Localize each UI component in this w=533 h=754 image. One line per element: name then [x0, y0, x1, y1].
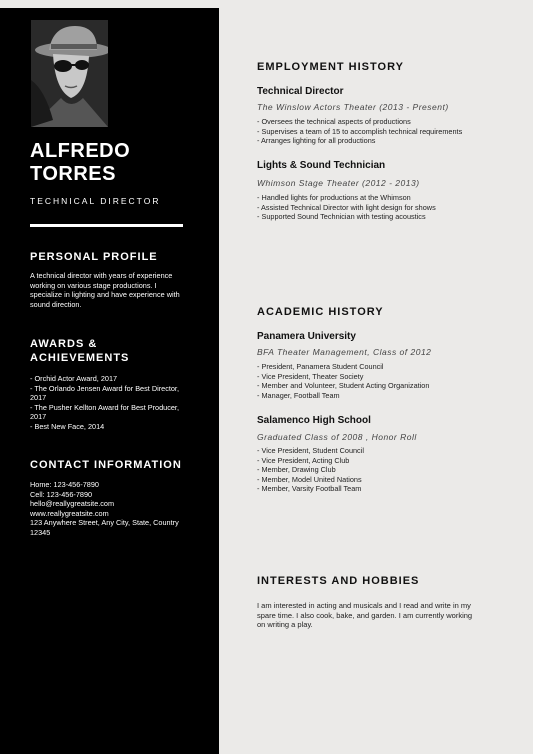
job-bullet: - Supervises a team of 15 to accomplish technical requirements	[257, 126, 463, 136]
contact-website: www.reallygreatsite.com	[30, 508, 109, 518]
job-title-1: Technical Director	[257, 86, 344, 97]
employment-heading: EMPLOYMENT HISTORY	[257, 61, 404, 73]
contact-heading: CONTACT INFORMATION	[30, 459, 182, 471]
job-bullet: - Arranges lighting for all productions	[257, 136, 376, 145]
divider	[30, 224, 183, 227]
job-bullet: - Supported Sound Technician with testing acoustics	[257, 212, 426, 221]
contact-home-phone: Home: 123-456-7890	[30, 480, 99, 489]
job-bullets-1	[257, 117, 507, 146]
interests-heading: INTERESTS AND HOBBIES	[257, 575, 420, 587]
school-bullet: - Manager, Football Team	[257, 390, 340, 400]
job-bullet: - Handled lights for productions at the Whimson	[257, 193, 411, 202]
job-bullet: - Assisted Technical Director with light design for shows	[257, 202, 436, 212]
awards-heading	[30, 337, 200, 365]
school-bullet: - Member, Varsity Football Team	[257, 484, 362, 493]
awards-heading-line-2: ACHIEVEMENTS	[30, 352, 130, 364]
school-bullet: - President, Panamera Student Council	[257, 362, 384, 371]
contact-address: 123 Anywhere Street, Any City, State, Country 12345	[30, 518, 179, 537]
job-subtitle-2: Whimson Stage Theater (2012 - 2013)	[257, 178, 420, 188]
candidate-name	[30, 140, 210, 186]
academic-heading: ACADEMIC HISTORY	[257, 306, 384, 318]
school-bullets-1	[257, 362, 507, 400]
award-item: - The Orlando Jensen Award for Best Director, 2017	[30, 383, 179, 402]
school-subtitle-1: BFA Theater Management, Class of 2012	[257, 347, 432, 357]
interests-text: I am interested in acting and musicals and I read and write in my spare time. I also cook, bake, and garden. I am currently working on writing a play.	[257, 601, 473, 630]
sidebar	[0, 8, 219, 754]
contact-list	[30, 480, 190, 537]
award-item: - The Pusher Kellton Award for Best Producer, 2017	[30, 402, 179, 421]
personal-profile-heading: PERSONAL PROFILE	[30, 251, 158, 263]
job-title-2: Lights & Sound Technician	[257, 160, 386, 171]
award-item: - Best New Face, 2014	[30, 421, 105, 431]
school-bullet: - Member, Drawing Club	[257, 465, 336, 474]
school-bullet: - Member, Model United Nations	[257, 474, 362, 484]
profile-photo	[31, 20, 108, 127]
personal-profile-text: A technical director with years of experience working on various stage productions. I specialize in lighting and have experience with sound direction.	[30, 271, 180, 309]
awards-heading-line-1: AWARDS &	[30, 338, 98, 350]
school-bullet: - Vice President, Student Council	[257, 446, 364, 455]
contact-cell-phone: Cell: 123-456-7890	[30, 489, 93, 499]
school-subtitle-2: Graduated Class of 2008 , Honor Roll	[257, 432, 417, 442]
school-title-1: Panamera University	[257, 331, 356, 342]
school-bullets-2	[257, 446, 507, 494]
school-bullet: - Member and Volunteer, Student Acting Organization	[257, 381, 430, 390]
name-line-1: ALFREDO	[30, 140, 131, 162]
school-title-2: Salamenco High School	[257, 415, 371, 426]
award-item: - Orchid Actor Award, 2017	[30, 374, 118, 383]
name-line-2: TORRES	[30, 163, 116, 185]
job-title: TECHNICAL DIRECTOR	[30, 196, 161, 206]
job-subtitle-1: The Winslow Actors Theater (2013 - Present)	[257, 102, 449, 112]
awards-list	[30, 374, 190, 431]
job-bullets-2	[257, 193, 507, 222]
job-bullet: - Oversees the technical aspects of productions	[257, 117, 411, 126]
school-bullet: - Vice President, Theater Society	[257, 371, 364, 381]
contact-email: hello@reallygreatsite.com	[30, 499, 115, 508]
school-bullet: - Vice President, Acting Club	[257, 455, 350, 465]
